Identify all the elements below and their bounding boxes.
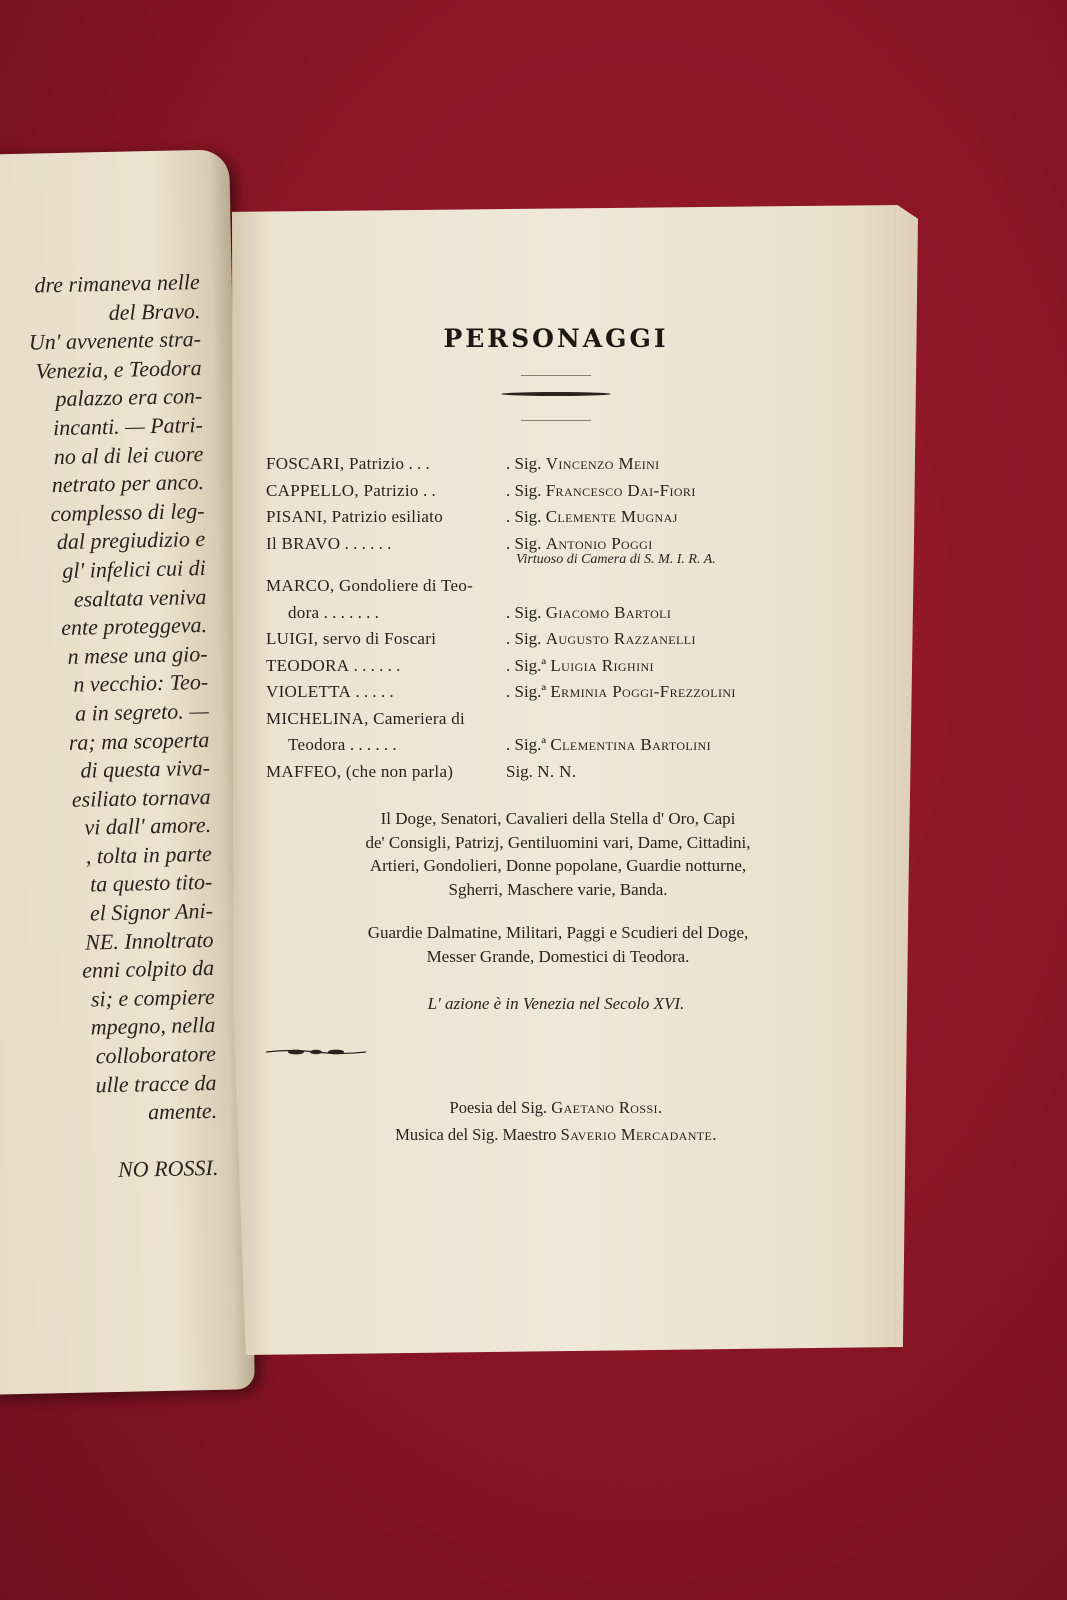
role-name: FOSCARI, Patrizio	[266, 454, 405, 473]
chorus-line: Il Doge, Senatori, Cavalieri della Stella d' Oro, Capi	[380, 809, 736, 828]
page-title: PERSONAGGI	[443, 324, 669, 353]
singer-prefix: . Sig.	[506, 629, 546, 648]
singer-name	[506, 626, 696, 653]
left-page-line: enni colpito da	[81, 955, 215, 983]
left-page-line: ta questo tito-	[89, 869, 213, 897]
credit-prefix: Musica del Sig. Maestro	[395, 1125, 561, 1144]
singer-name	[506, 653, 654, 680]
singer-name	[506, 478, 696, 505]
left-page-line: vi dall' amore.	[84, 812, 212, 840]
singer-fullname: Antonio Poggi	[545, 533, 653, 553]
left-page-line: ente proteggeva.	[60, 612, 208, 641]
cast-row	[266, 679, 846, 706]
left-page-line: palazzo era con-	[55, 383, 203, 412]
left-page-text	[0, 267, 249, 1187]
cast-row	[266, 451, 846, 478]
left-page-line: NO ROSSI.	[117, 1155, 219, 1183]
singer-prefix: . Sig.	[506, 533, 546, 553]
chorus-line: Artieri, Gondolieri, Donne popolane, Guardie notturne,	[369, 856, 747, 875]
role-name: Il BRAVO	[266, 533, 341, 553]
leader-dots: . . . . . . .	[319, 602, 379, 622]
cast-row	[266, 478, 846, 505]
singer-prefix: . Sig.ª	[506, 682, 551, 701]
role-name: MAFFEO, (che non parla)	[266, 761, 454, 781]
left-page-line: dre rimaneva nelle	[34, 269, 201, 298]
cast-row	[266, 504, 846, 531]
ornament-divider	[266, 1048, 366, 1056]
leader-dots: . . . . .	[351, 682, 394, 701]
left-page-line: esaltata veniva	[73, 583, 207, 612]
chorus-list-1	[266, 807, 846, 901]
role-name-continuation: dora	[288, 602, 320, 622]
left-page-line: ra; ma scoperta	[68, 726, 210, 755]
singer-prefix: . Sig.ª	[506, 735, 551, 754]
cast-role	[266, 531, 506, 558]
cast-list-page	[266, 320, 846, 1148]
singer-prefix: . Sig.	[506, 480, 546, 500]
singer-name	[506, 600, 671, 627]
left-page-line: incanti. — Patri-	[52, 411, 204, 441]
singer-fullname: Giacomo Bartoli	[545, 602, 672, 622]
role-name-continuation: Teodora	[288, 735, 346, 754]
singer-prefix: Sig.	[506, 761, 538, 781]
cast-row-continuation	[266, 600, 846, 627]
cast-role	[266, 679, 506, 706]
role-name: MARCO, Gondoliere di Teo-	[266, 576, 474, 595]
left-page	[0, 149, 255, 1394]
leader-dots: . . . . . .	[340, 533, 392, 553]
singer-fullname: Augusto Razzanelli	[545, 629, 696, 648]
role-name: LUIGI, servo di Foscari	[266, 629, 437, 648]
cast-list	[266, 451, 846, 785]
cast-row	[266, 626, 846, 653]
singer-fullname: Erminia Poggi-Frezzolini	[550, 682, 736, 701]
cast-role	[266, 451, 506, 478]
cast-role	[266, 573, 506, 600]
cast-row	[266, 573, 846, 600]
cast-role	[266, 626, 506, 653]
cast-role	[266, 600, 506, 627]
cast-row	[266, 759, 846, 786]
singer-fullname: N. N.	[537, 761, 577, 781]
singer-fullname: Luigia Righini	[550, 655, 654, 675]
ornament-rule-bottom	[521, 420, 591, 421]
left-page-line: si; e compiere	[90, 983, 215, 1012]
left-page-line: netrato per anco.	[51, 469, 205, 498]
cast-row	[266, 653, 846, 680]
chorus-line: Guardie Dalmatine, Militari, Paggi e Scudieri del Doge,	[367, 923, 749, 942]
singer-fullname: Clemente Mugnaj	[545, 507, 678, 526]
left-page-line: colloboratore	[95, 1040, 217, 1069]
singer-name	[506, 679, 736, 706]
left-page-line: no al di lei cuore	[53, 440, 204, 469]
singer-fullname: Francesco Dai-Fiori	[545, 480, 696, 500]
chorus-line: Sgherri, Maschere varie, Banda.	[448, 879, 668, 899]
left-page-line: mpegno, nella	[90, 1012, 216, 1040]
left-page-line: Venezia, e Teodora	[35, 354, 202, 384]
cast-row-continuation	[266, 732, 846, 759]
singer-fullname: Vincenzo Meini	[545, 454, 660, 473]
role-name: TEODORA	[266, 655, 350, 675]
singer-name	[506, 732, 711, 759]
left-page-line: a in segreto. —	[74, 697, 209, 726]
role-name: CAPPELLO, Patrizio	[266, 480, 419, 500]
left-page-line: amente.	[147, 1098, 218, 1125]
left-page-line: gl' infelici cui di	[62, 554, 206, 583]
cast-role	[266, 478, 506, 505]
left-page-line: Un' avvenente stra-	[28, 326, 202, 355]
leader-dots: . . .	[404, 454, 430, 473]
singer-prefix: . Sig.	[506, 602, 546, 622]
cast-row	[266, 706, 846, 733]
left-page-line: el Signor Ani-	[89, 897, 214, 926]
leader-dots: . .	[418, 480, 436, 500]
cast-role	[266, 504, 506, 531]
left-page-line: di questa viva-	[80, 755, 211, 783]
role-name: VIOLETTA	[266, 682, 352, 701]
credit-prefix: Poesia del Sig.	[449, 1098, 552, 1117]
left-page-line: ulle tracce da	[95, 1069, 217, 1098]
left-page-line: NE. Innoltrato	[84, 926, 214, 955]
role-name: MICHELINA, Cameriera di	[266, 708, 466, 728]
leader-dots: . . . . . .	[349, 655, 401, 675]
left-page-line: n mese una gio-	[67, 640, 208, 669]
singer-prefix: . Sig.ª	[506, 655, 551, 675]
chorus-line: de' Consigli, Patrizj, Gentiluomini vari, Dame, Cittadini,	[365, 832, 751, 852]
ornament-rule-middle	[501, 392, 611, 396]
chorus-list-2	[266, 921, 846, 968]
singer-note: Virtuoso di Camera di S. M. I. R. A.	[516, 552, 716, 567]
singer-name	[506, 504, 678, 531]
cast-role	[266, 653, 506, 680]
singer-fullname: Clementina Bartolini	[550, 735, 712, 754]
singer-name	[506, 451, 660, 478]
cast-role	[266, 706, 506, 733]
singer-name	[506, 759, 577, 786]
credit-name: Saverio Mercadante.	[560, 1125, 717, 1144]
leader-dots: . . . . . .	[345, 735, 397, 754]
left-page-line: n vecchio: Teo-	[73, 669, 209, 698]
chorus-line: Messer Grande, Domestici di Teodora.	[426, 946, 690, 966]
credits	[266, 1094, 846, 1148]
ornament-rule-top	[521, 375, 591, 376]
setting-line: L' azione è in Venezia nel Secolo XVI.	[427, 994, 685, 1013]
left-page-line: esiliato tornava	[71, 783, 211, 812]
cast-role	[266, 759, 506, 786]
left-page-line: complesso di leg-	[50, 497, 205, 526]
cast-role	[266, 732, 506, 759]
role-name: PISANI, Patrizio esiliato	[266, 507, 444, 526]
left-page-line: , tolta in parte	[85, 840, 212, 869]
credit-line	[266, 1121, 846, 1148]
credit-line	[266, 1094, 846, 1121]
singer-prefix: . Sig.	[506, 507, 546, 526]
credit-name: Gaetano Rossi.	[551, 1098, 663, 1117]
singer-prefix: . Sig.	[506, 454, 546, 473]
left-page-line: del Bravo.	[108, 297, 201, 325]
left-page-line: dal pregiudizio e	[56, 526, 206, 555]
